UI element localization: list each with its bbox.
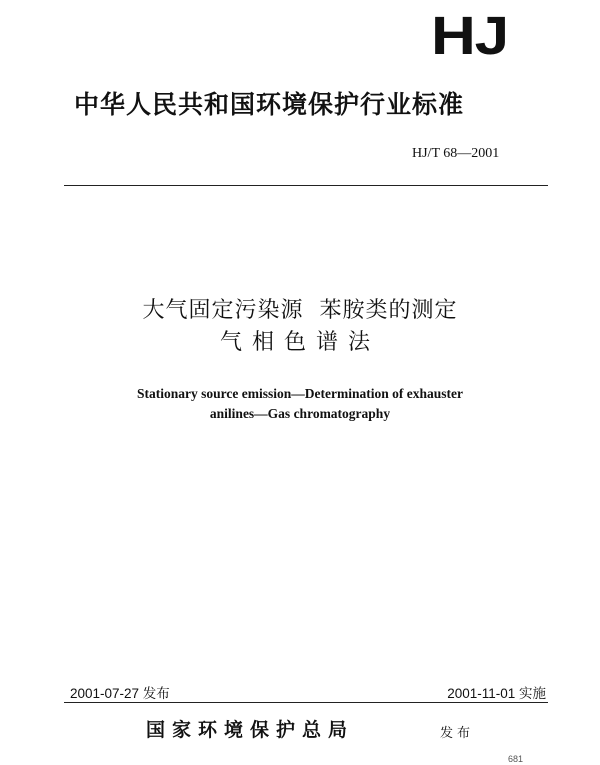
top-divider	[64, 185, 548, 186]
implementation-date: 2001-11-01 实施	[447, 686, 546, 701]
chinese-title-line-1: 大气固定污染源 苯胺类的测定	[142, 298, 458, 323]
chinese-title-line-2: 气相色谱法	[219, 330, 380, 355]
bottom-divider	[64, 702, 548, 703]
page-number: 681	[508, 754, 524, 764]
publisher-name: 国家环境保护总局	[146, 719, 355, 741]
publish-label: 发布	[440, 726, 475, 741]
english-title-line-1: Stationary source emission—Determination of exhauster	[137, 386, 463, 401]
hj-logo: HJ	[430, 6, 509, 66]
issue-date: 2001-07-27 发布	[70, 686, 170, 701]
english-title-line-2: anilines—Gas chromatography	[209, 406, 391, 421]
standard-number: HJ/T 68—2001	[412, 146, 500, 161]
org-title: 中华人民共和国环境保护行业标准	[74, 90, 465, 119]
